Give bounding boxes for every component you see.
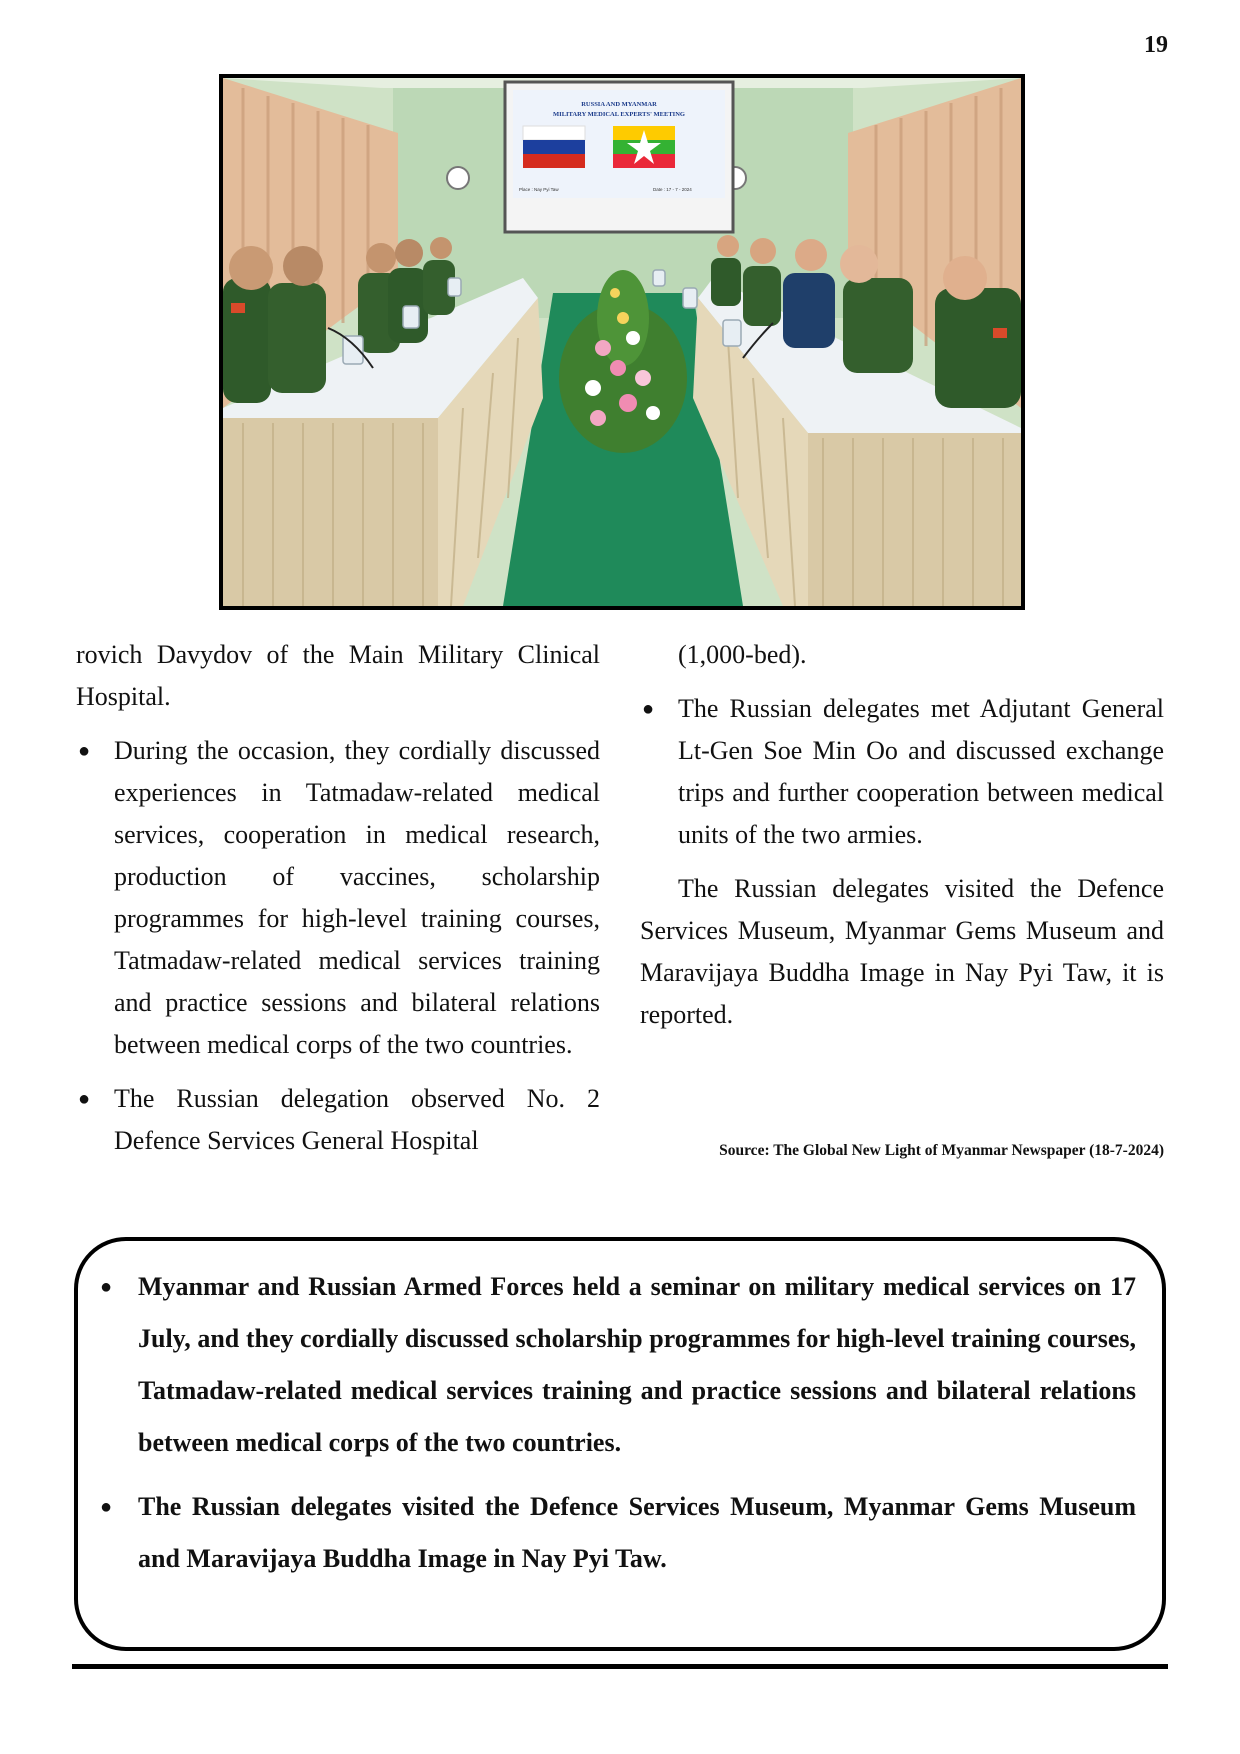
screen-date: Date : 17 - 7 - 2024 xyxy=(653,187,692,192)
bullet-list xyxy=(640,688,1164,856)
summary-list xyxy=(78,1261,1136,1585)
summary-item-text: The Russian delegates visited the Defence Services Museum, Myanmar Gems Museum and Maravijaya Buddha Image in Nay Pyi Taw. xyxy=(138,1492,1136,1573)
summary-item xyxy=(78,1481,1136,1585)
summary-item-text: Myanmar and Russian Armed Forces held a seminar on military medical services on 17 July, and they cordially discussed scholarship programmes for high-level training courses, Tatmadaw-related medical services training and practice sessions and bilateral relations between medical corps of the two countries. xyxy=(138,1272,1136,1457)
russian-flag-icon xyxy=(523,126,585,168)
screen-title-line2: MILITARY MEDICAL EXPERTS' MEETING xyxy=(553,111,685,118)
bullet-icon: ● xyxy=(78,1088,91,1110)
clock-icon xyxy=(447,167,469,189)
table-left xyxy=(223,418,438,606)
screen-place: Place : Nay Pyi Taw xyxy=(519,187,559,192)
screen-title-line1: RUSSIA AND MYANMAR xyxy=(581,101,657,108)
bullet-icon: ● xyxy=(78,740,91,762)
page-number: 19 xyxy=(1144,32,1168,58)
meeting-photo xyxy=(219,74,1025,610)
table-right xyxy=(808,433,1021,606)
list-item-text: During the occasion, they cordially discussed experiences in Tatmadaw-related medical services, cooperation in medical research, production of vaccines, scholarship programmes for high-level training courses, Tatmadaw-related medical services training and practice sessions and bilateral relations between medical corps of the two countries. xyxy=(114,736,600,1059)
article-right-column xyxy=(640,634,1164,1048)
closing-paragraph: The Russian delegates visited the Defence Services Museum, Myanmar Gems Museum and Maravijaya Buddha Image in Nay Pyi Taw, it is reported. xyxy=(640,874,1164,1029)
list-item-text: The Russian delegates met Adjutant General Lt-Gen Soe Min Oo and discussed exchange trips and further cooperation between medical units of the two armies. xyxy=(678,694,1164,849)
bullet-list xyxy=(76,730,600,1162)
bullet-icon: ● xyxy=(642,698,655,720)
article-left-column xyxy=(76,634,600,1174)
source-citation: Source: The Global New Light of Myanmar Newspaper (18-7-2024) xyxy=(719,1142,1164,1159)
bullet-icon: ● xyxy=(100,1496,113,1518)
list-item xyxy=(640,688,1164,856)
list-item xyxy=(76,1078,600,1162)
list-item xyxy=(76,730,600,1066)
summary-box xyxy=(74,1237,1166,1651)
summary-item xyxy=(78,1261,1136,1469)
myanmar-flag-icon xyxy=(613,126,675,168)
list-item-text: The Russian delegation observed No. 2 Defence Services General Hospital xyxy=(114,1084,600,1155)
bottom-rule xyxy=(72,1664,1168,1669)
bullet-icon: ● xyxy=(100,1276,113,1298)
bullet-continuation: (1,000-bed). xyxy=(678,640,807,669)
article-intro: rovich Davydov of the Main Military Clinical Hospital. xyxy=(76,640,600,711)
